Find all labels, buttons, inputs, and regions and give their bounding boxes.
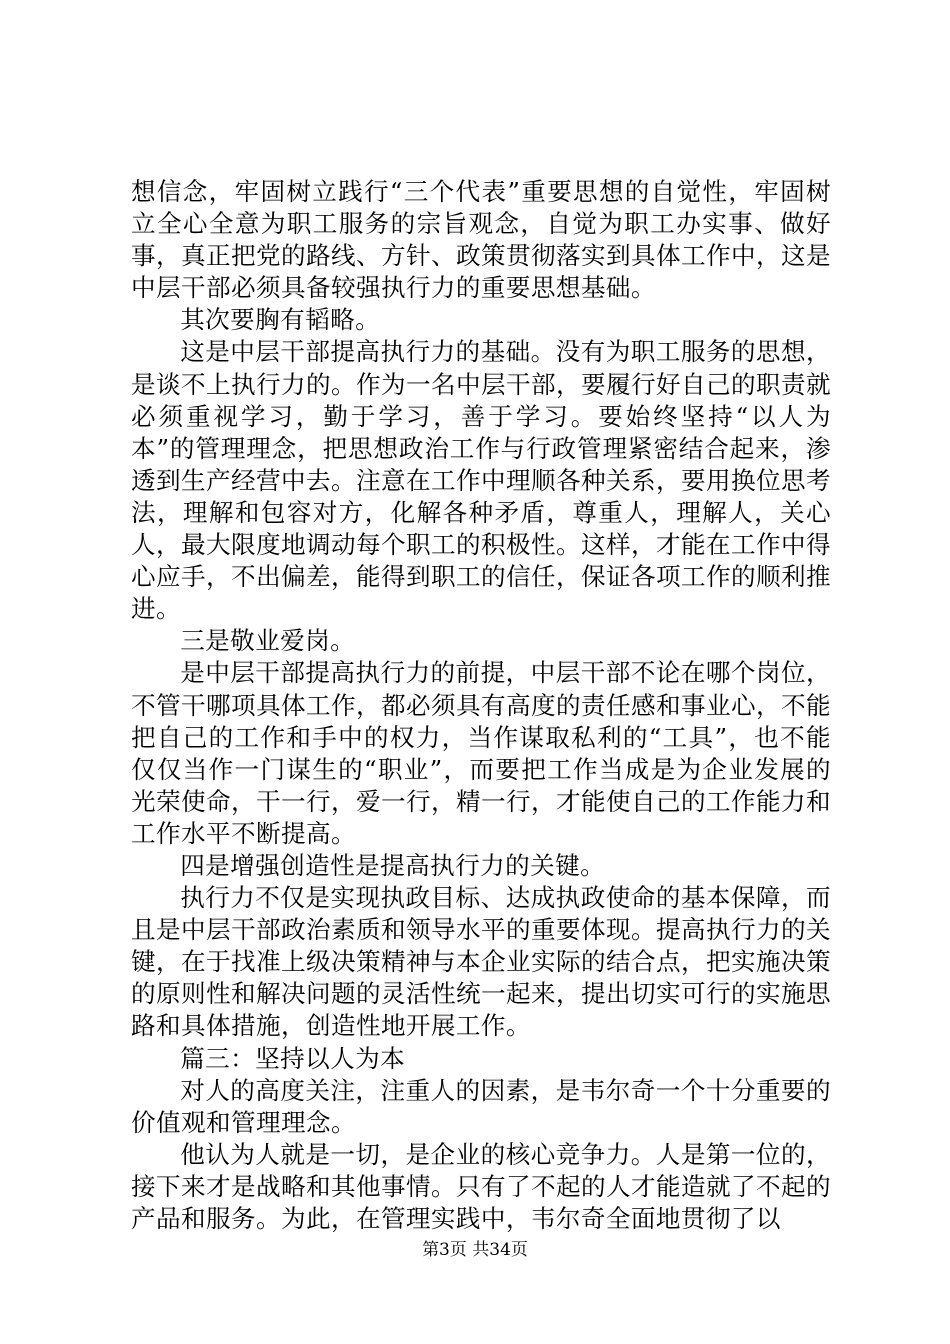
paragraph-5: 是中层干部提高执行力的前提，中层干部不论在哪个岗位，不管干哪项具体工作，都必须具有高度的责任感和事业心，不能把自己的工作和手中的权力，当作谋取私利的“工具”，也不能仅仅当作一门谋生的“职业”，而要把工作当成是为企业发展的光荣使命，干一行，爱一行，精一行，才能使自己的工作能力和工作水平不断提高。 [131,658,831,848]
document-body [131,176,831,1235]
paragraph-3: 这是中层干部提高执行力的基础。没有为职工服务的思想，是谈不上执行力的。作为一名中层干部，要履行好自己的职责就必须重视学习，勤于学习，善于学习。要始终坚持“以人为本”的管理理念，把思想政治工作与行政管理紧密结合起来，渗透到生产经营中去。注意在工作中理顺各种关系，要用换位思考法，理解和包容对方，化解各种矛盾，尊重人，理解人，关心人，最大限度地调动每个职工的积极性。这样，才能在工作中得心应手，不出偏差，能得到职工的信任，保证各项工作的顺利推进。 [131,337,831,624]
paragraph-1: 想信念，牢固树立践行“三个代表”重要思想的自觉性，牢固树立全心全意为职工服务的宗旨观念，自觉为职工办实事、做好事，真正把党的路线、方针、政策贯彻落实到具体工作中，这是中层干部必须具备较强执行力的重要思想基础。 [131,177,831,303]
page-footer: 第3页 共34页 [422,1240,528,1260]
paragraph-8: 篇三：坚持以人为本 [180,1043,406,1073]
paragraph-9: 对人的高度关注，注重人的因素，是韦尔奇一个十分重要的价值观和管理理念。 [131,1075,831,1137]
paragraph-10: 他认为人就是一切，是企业的核心竞争力。人是第一位的，接下来才是战略和其他事情。只有了不起的人才能造就了不起的产品和服务。为此，在管理实践中，韦尔奇全面地贯彻了以 [131,1139,831,1233]
paragraph-4: 三是敬业爱岗。 [180,626,356,656]
paragraph-7: 执行力不仅是实现执政目标、达成执政使命的基本保障，而且是中层干部政治素质和领导水平的重要体现。提高执行力的关键，在于找准上级决策精神与本企业实际的结合点，把实施决策的原则性和解决问题的灵活性统一起来，提出切实可行的实施思路和具体措施，创造性地开展工作。 [131,883,831,1041]
paragraph-2: 其次要胸有韬略。 [180,305,381,335]
paragraph-6: 四是增强创造性是提高执行力的关键。 [180,850,606,880]
